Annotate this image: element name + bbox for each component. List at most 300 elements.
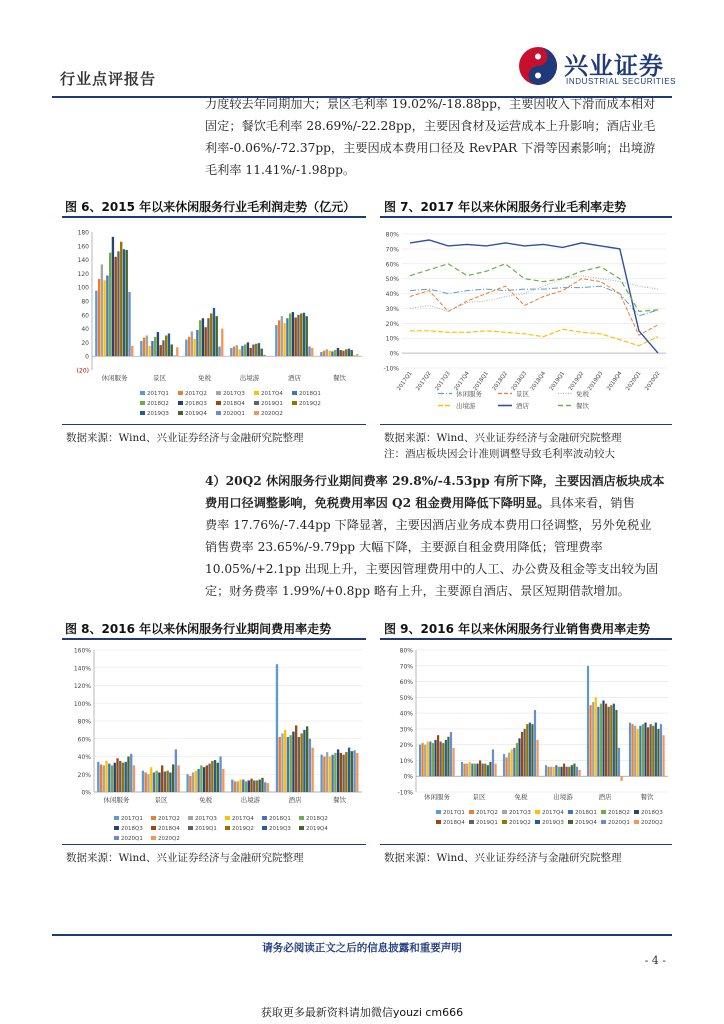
y-tick-label: 10% xyxy=(399,757,413,765)
legend-swatch xyxy=(469,810,474,814)
bar xyxy=(578,770,580,776)
bar xyxy=(233,347,235,357)
figure-7-source: 数据来源：Wind、兴业证券经济与金融研究院整理 xyxy=(384,432,622,444)
figure-9-title: 图 9、2016 年以来休闲服务行业销售费用率走势 xyxy=(384,622,651,636)
bar xyxy=(615,710,617,776)
bar xyxy=(605,704,607,777)
legend-label: 2018Q3 xyxy=(641,810,663,816)
bar xyxy=(206,765,208,792)
x-tick-label: 出境游 xyxy=(553,793,573,801)
bar xyxy=(328,351,330,357)
bar xyxy=(207,318,209,356)
legend-label: 2020Q1 xyxy=(608,820,630,826)
y-tick-label: 140 xyxy=(77,257,89,265)
x-tick-label: 2019Q1 xyxy=(548,370,567,393)
x-tick-label: 出境游 xyxy=(240,796,261,804)
legend-swatch xyxy=(254,411,259,415)
bar xyxy=(348,349,350,357)
footer-rule xyxy=(52,934,672,936)
bar xyxy=(195,771,197,792)
legend-label: 2020Q2 xyxy=(158,836,180,842)
bar xyxy=(563,764,565,777)
legend-label: 2019Q4 xyxy=(575,820,597,826)
legend-label: 2019Q2 xyxy=(509,820,531,826)
x-tick-label: 景区 xyxy=(472,793,486,801)
bar xyxy=(437,735,439,776)
bar xyxy=(100,764,102,792)
bar xyxy=(116,758,118,792)
y-tick-label: (20) xyxy=(76,367,89,375)
figure-8-bottom-rule xyxy=(62,844,366,845)
bar xyxy=(447,737,449,776)
bar xyxy=(424,745,426,777)
bar xyxy=(489,762,491,776)
y-tick-label: 120 xyxy=(77,270,89,278)
bar xyxy=(326,349,328,356)
bar xyxy=(326,752,328,792)
bar xyxy=(242,780,244,792)
bar xyxy=(103,765,105,792)
bar xyxy=(213,308,215,356)
legend-label: 2017Q4 xyxy=(261,391,283,397)
bar xyxy=(120,242,122,357)
legend-swatch xyxy=(568,810,573,814)
legend-swatch xyxy=(262,826,267,830)
bar xyxy=(290,735,292,792)
bar xyxy=(211,761,213,792)
bar xyxy=(632,724,634,776)
y-tick-label: 20 xyxy=(81,339,89,347)
bar xyxy=(311,748,313,792)
bar xyxy=(300,733,302,792)
bar xyxy=(244,344,246,356)
bar xyxy=(348,748,350,792)
x-tick-label: 2017Q4 xyxy=(453,370,471,393)
bar xyxy=(216,316,218,356)
bar xyxy=(217,763,219,792)
bar xyxy=(553,767,555,776)
bar xyxy=(516,743,518,776)
figure-6-bottom-rule xyxy=(62,424,366,425)
bar xyxy=(650,724,652,776)
bar xyxy=(298,737,300,792)
bar xyxy=(219,757,221,793)
legend-label: 出境游 xyxy=(456,402,476,410)
bar xyxy=(185,340,187,357)
bar xyxy=(267,783,269,792)
bar xyxy=(482,764,484,777)
bold-text: 4）20Q2 休闲服务行业期间费率 29.8%/-4.53pp 有所下降，主要因酒店板块成本 xyxy=(205,474,665,488)
x-tick-label: 出境游 xyxy=(239,374,260,382)
legend-swatch xyxy=(436,820,441,824)
y-tick-label: 180 xyxy=(77,229,89,237)
bar xyxy=(356,753,358,792)
x-tick-label: 休闲服务 xyxy=(101,374,128,382)
bar xyxy=(210,313,212,356)
legend-label: 2019Q2 xyxy=(232,826,254,832)
bar xyxy=(157,332,159,356)
bar xyxy=(115,257,117,356)
figure-7-note: 注：酒店板块因会计准则调整导致毛利率波动较大 xyxy=(384,448,615,460)
x-tick-label: 2020Q2 xyxy=(644,370,662,393)
legend-label: 2018Q4 xyxy=(158,826,180,832)
bar xyxy=(432,743,434,776)
bar xyxy=(222,769,224,792)
y-tick-label: 60% xyxy=(399,679,413,687)
legend-label: 2019Q1 xyxy=(261,401,283,407)
bar xyxy=(295,725,297,792)
figure-8-bar-chart xyxy=(62,642,366,842)
figure-9-bar-chart xyxy=(380,642,672,842)
bar xyxy=(536,740,538,776)
bar xyxy=(145,772,147,792)
brand-name-en: INDUSTRIAL SECURITIES xyxy=(566,77,677,86)
legend-label: 2018Q1 xyxy=(575,810,597,816)
legend-label: 2019Q4 xyxy=(306,826,328,832)
bar xyxy=(560,767,562,776)
bar xyxy=(188,337,190,356)
bar xyxy=(189,776,191,792)
brand-logo-icon xyxy=(518,46,558,86)
bar xyxy=(494,764,496,777)
y-tick-label: 0% xyxy=(389,350,399,358)
bar xyxy=(114,763,116,792)
paragraph-expense-ratio xyxy=(205,470,675,602)
x-tick-label: 景区 xyxy=(154,796,168,804)
bar xyxy=(122,763,124,792)
bar xyxy=(112,237,114,356)
legend-swatch xyxy=(140,401,145,405)
bar xyxy=(286,318,288,356)
x-tick-label: 餐饮 xyxy=(333,374,346,382)
bar xyxy=(151,341,153,356)
y-tick-label: 0% xyxy=(403,773,413,781)
bar xyxy=(237,781,239,792)
bar xyxy=(300,313,302,356)
y-tick-label: 60% xyxy=(77,736,91,744)
bar xyxy=(306,316,308,356)
wechat-promo: 获取更多最新资料请加微信youzi cm666 xyxy=(260,1006,464,1019)
bar xyxy=(655,723,657,777)
x-tick-label: 免税 xyxy=(199,796,213,804)
legend-swatch xyxy=(634,820,639,824)
legend-label: 2018Q2 xyxy=(306,816,328,822)
bar xyxy=(278,320,280,356)
bar xyxy=(590,705,592,776)
page-number: - 4 - xyxy=(644,954,666,967)
bar xyxy=(103,280,105,356)
bar xyxy=(200,765,202,792)
bar xyxy=(279,737,281,792)
legend-label: 2018Q3 xyxy=(121,826,143,832)
legend-swatch xyxy=(225,816,230,820)
y-tick-label: 50% xyxy=(385,276,399,284)
bar xyxy=(153,772,155,792)
bar xyxy=(303,313,305,356)
bar xyxy=(422,743,424,776)
bar xyxy=(471,764,473,777)
bar xyxy=(660,724,662,776)
bar xyxy=(95,291,97,357)
legend-swatch xyxy=(436,810,441,814)
bar xyxy=(511,749,513,776)
bar xyxy=(356,354,358,356)
bar xyxy=(573,764,575,777)
figure-8-title: 图 8、2016 年以来休闲服务行业期间费用率走势 xyxy=(65,622,332,636)
y-tick-label: 0 xyxy=(85,353,89,361)
x-tick-label: 餐饮 xyxy=(333,796,347,804)
x-tick-label: 2018Q2 xyxy=(491,370,510,393)
bar xyxy=(331,351,333,356)
bar xyxy=(531,724,533,776)
bar xyxy=(162,340,164,356)
legend-label: 免税 xyxy=(576,390,589,398)
legend-label: 2019Q4 xyxy=(185,411,207,417)
bar xyxy=(442,743,444,776)
bar xyxy=(186,774,188,792)
bar xyxy=(197,769,199,792)
bar xyxy=(452,748,454,776)
bar xyxy=(261,349,263,357)
bar xyxy=(340,753,342,792)
bar xyxy=(434,740,436,776)
bar xyxy=(419,745,421,777)
bar xyxy=(119,761,121,792)
bar xyxy=(337,348,339,356)
y-tick-label: 100% xyxy=(73,700,91,708)
bar xyxy=(334,753,336,792)
legend-label: 2020Q1 xyxy=(121,836,143,842)
bar xyxy=(166,771,168,792)
figure-6-bar-chart xyxy=(62,220,366,422)
bar xyxy=(231,780,233,792)
bar xyxy=(620,776,622,781)
bar xyxy=(331,755,333,792)
text-line xyxy=(205,470,675,492)
legend-label: 2019Q3 xyxy=(542,820,564,826)
bar xyxy=(154,337,156,356)
bar xyxy=(202,318,204,356)
bar xyxy=(484,764,486,777)
bar xyxy=(602,700,604,776)
legend-label: 2017Q3 xyxy=(223,391,245,397)
legend-swatch xyxy=(469,820,474,824)
bar xyxy=(508,753,510,777)
bar xyxy=(133,765,135,792)
x-tick-label: 景区 xyxy=(153,374,166,382)
y-tick-label: 40% xyxy=(385,291,399,299)
legend-swatch xyxy=(178,391,183,395)
legend-swatch xyxy=(151,816,156,820)
bar xyxy=(513,748,515,776)
text-line: 费率 17.76%/-7.44pp 下降显著，主要因酒店业务成本费用口径调整，另外免税业 xyxy=(205,518,652,532)
text-line xyxy=(205,492,675,514)
figure-6-title: 图 6、2015 年以来休闲服务行业毛利润走势（亿元） xyxy=(65,200,356,214)
legend-swatch xyxy=(114,826,119,830)
text-line: 10.05%/+2.1pp 出现上升，主要因管理费用中的人工、办公费及租金等支出较为固 xyxy=(205,562,659,576)
x-tick-label: 2018Q1 xyxy=(472,370,490,393)
bar xyxy=(106,275,108,356)
legend-label: 2017Q3 xyxy=(509,810,531,816)
bar xyxy=(474,764,476,777)
bar xyxy=(466,764,468,777)
legend-label: 2019Q3 xyxy=(147,411,169,417)
bar xyxy=(208,764,210,792)
bar xyxy=(351,751,353,792)
y-tick-label: 40 xyxy=(81,326,89,334)
bar xyxy=(662,735,664,776)
bar xyxy=(264,782,266,792)
legend-label: 2017Q3 xyxy=(195,816,217,822)
bar xyxy=(177,765,179,792)
bar xyxy=(109,253,111,357)
y-tick-label: 60% xyxy=(385,261,399,269)
bar xyxy=(247,342,249,356)
bar xyxy=(97,762,99,792)
bar xyxy=(545,765,547,776)
paragraph-gross-margin xyxy=(205,93,675,181)
legend-label: 2018Q2 xyxy=(608,810,630,816)
figure-6-source: 数据来源：Wind、兴业证券经济与金融研究院整理 xyxy=(66,432,304,444)
y-tick-label: 50% xyxy=(399,694,413,702)
legend-swatch xyxy=(151,826,156,830)
bar xyxy=(148,346,150,356)
bar xyxy=(140,341,142,356)
figure-7-title: 图 7、2017 年以来休闲服务行业毛利率走势 xyxy=(384,200,627,214)
bar xyxy=(600,704,602,777)
bar xyxy=(634,726,636,776)
x-tick-label: 2017Q1 xyxy=(396,370,414,393)
bar xyxy=(168,333,170,356)
legend-label: 2017Q2 xyxy=(185,391,207,397)
y-tick-label: 80% xyxy=(399,647,413,655)
bar xyxy=(241,346,243,356)
bar xyxy=(550,767,552,776)
legend-swatch xyxy=(216,411,221,415)
bar xyxy=(644,723,646,777)
bar xyxy=(592,702,594,776)
bar xyxy=(150,767,152,792)
bar xyxy=(238,349,240,356)
series-line xyxy=(410,279,658,336)
bar xyxy=(259,780,261,792)
bar xyxy=(147,774,149,792)
brand-name: 兴业证券 xyxy=(564,52,664,80)
bar xyxy=(571,765,573,776)
legend-swatch xyxy=(292,401,297,405)
figure-7-bottom-rule xyxy=(380,424,672,425)
y-tick-label: 80% xyxy=(77,718,91,726)
legend-swatch xyxy=(114,816,119,820)
y-tick-label: -10% xyxy=(383,365,399,373)
legend-label: 2017Q4 xyxy=(542,810,564,816)
figure-9-title-rule xyxy=(380,638,672,640)
y-tick-label: 30% xyxy=(399,726,413,734)
legend-swatch xyxy=(178,411,183,415)
bar xyxy=(342,351,344,357)
figure-7-line-chart xyxy=(380,220,672,422)
legend-swatch xyxy=(299,826,304,830)
bar xyxy=(440,742,442,777)
x-tick-label: 2018Q3 xyxy=(510,370,529,393)
bar xyxy=(297,315,299,356)
bar xyxy=(258,343,260,356)
bar xyxy=(555,765,557,776)
bar xyxy=(101,264,103,356)
bar xyxy=(236,345,238,356)
bar xyxy=(130,754,132,792)
bar xyxy=(311,348,313,356)
legend-label: 2017Q4 xyxy=(232,816,254,822)
bar xyxy=(506,757,508,776)
bar xyxy=(576,767,578,776)
bold-text: 费用口径调整影响，免税费用率因 Q2 租金费用降低下降明显。 xyxy=(205,496,550,510)
legend-swatch xyxy=(262,816,267,820)
bar xyxy=(164,772,166,792)
bar xyxy=(252,344,254,356)
y-tick-label: 10% xyxy=(385,335,399,343)
bar xyxy=(160,345,162,356)
y-tick-label: 40% xyxy=(399,710,413,718)
bar xyxy=(175,749,177,792)
legend-label: 2019Q2 xyxy=(299,401,321,407)
figure-8-source: 数据来源：Wind、兴业证券经济与金融研究院整理 xyxy=(66,852,304,864)
legend-label: 酒店 xyxy=(516,402,529,410)
bar xyxy=(117,251,119,356)
bar xyxy=(234,781,236,792)
legend-swatch xyxy=(299,816,304,820)
legend-swatch xyxy=(292,391,297,395)
legend-swatch xyxy=(254,391,259,395)
legend-swatch xyxy=(188,826,193,830)
bar xyxy=(292,732,294,792)
bar xyxy=(158,772,160,792)
text-span: 具体来看，销售 xyxy=(549,496,635,510)
y-tick-label: 40% xyxy=(77,754,91,761)
legend-label: 2017Q1 xyxy=(147,391,169,397)
bar xyxy=(193,339,195,356)
legend-swatch xyxy=(502,810,507,814)
bar xyxy=(205,327,207,356)
y-tick-label: 70% xyxy=(385,246,399,254)
legend-swatch xyxy=(601,820,606,824)
legend-swatch xyxy=(535,820,540,824)
bar xyxy=(657,729,659,776)
bar xyxy=(320,755,322,792)
bar xyxy=(469,762,471,776)
bar xyxy=(128,292,130,356)
bar xyxy=(146,336,148,357)
y-tick-label: 20% xyxy=(385,320,399,328)
bar xyxy=(309,739,311,792)
legend-label: 2017Q2 xyxy=(476,810,498,816)
legend-swatch xyxy=(140,391,145,395)
bar xyxy=(337,749,339,792)
x-tick-label: 免税 xyxy=(514,793,528,801)
bar xyxy=(221,329,223,357)
figure-8-title-rule xyxy=(62,638,366,640)
section-label: 行业点评报告 xyxy=(60,70,157,88)
bar xyxy=(105,761,107,792)
x-tick-label: 2017Q3 xyxy=(434,370,452,393)
y-tick-label: 120% xyxy=(73,683,91,690)
bar xyxy=(637,729,639,776)
legend-swatch xyxy=(216,401,221,405)
bar xyxy=(275,325,277,356)
bar xyxy=(303,730,305,792)
legend-label: 2020Q2 xyxy=(641,820,663,826)
y-tick-label: 30% xyxy=(385,305,399,313)
